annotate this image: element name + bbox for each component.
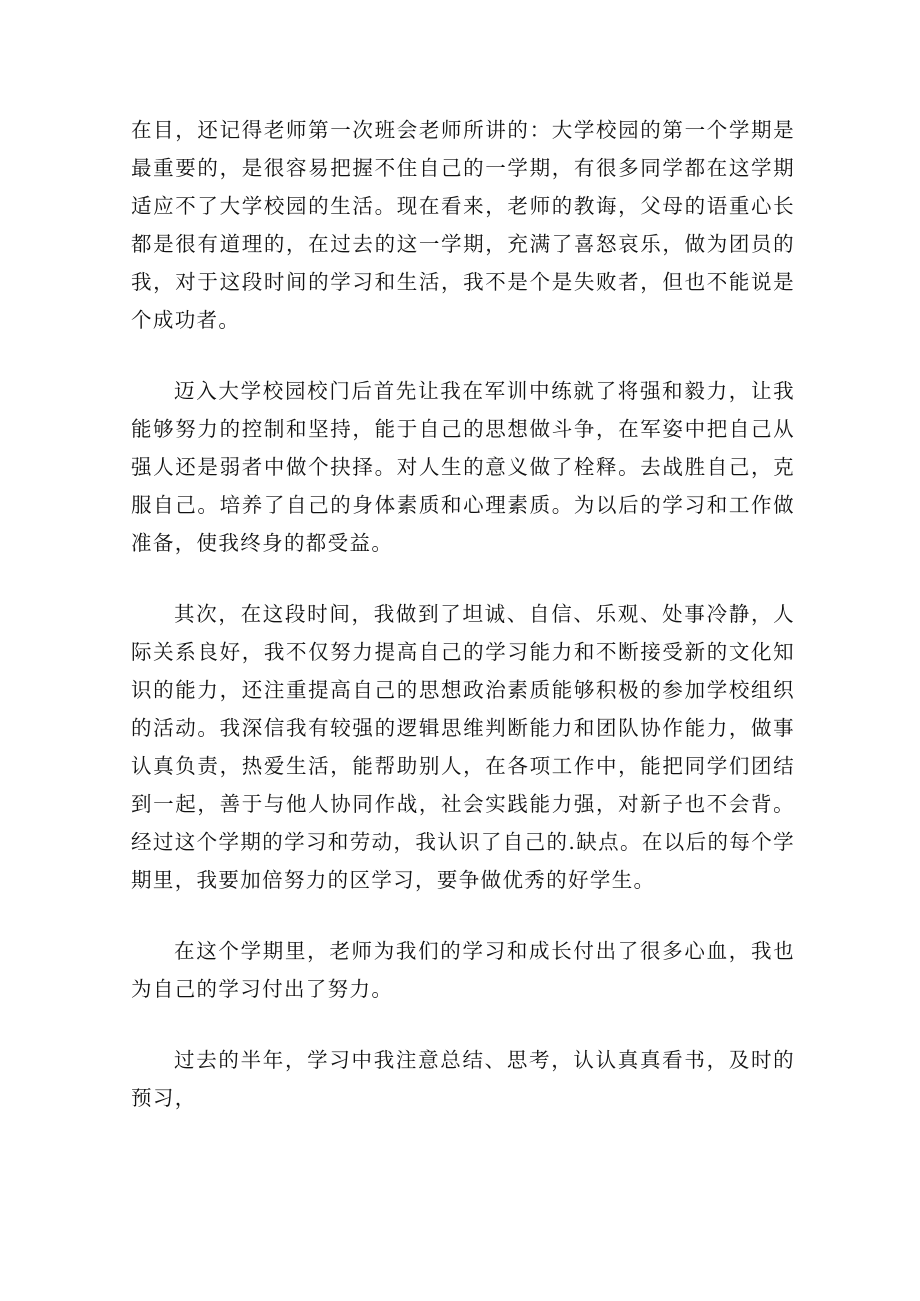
paragraph-3: 其次，在这段时间，我做到了坦诚、自信、乐观、处事冷静，人际关系良好，我不仅努力提高自己的学习能力和不断接受新的文化知识的能力，还注重提高自己的思想政治素质能够积极的参加学校组织的活动。我深信我有较强的逻辑思维判断能力和团队协作能力，做事认真负责，热爱生活，能帮助别人，在各项工作中，能把同学们团结到一起，善于与他人协同作战，社会实践能力强，对新子也不会背。经过这个学期的学习和劳动，我认识了自己的.缺点。在以后的每个学期里，我要加倍努力的区学习，要争做优秀的好学生。 bbox=[131, 602, 795, 892]
paragraph-5: 过去的半年，学习中我注意总结、思考，认认真真看书，及时的预习， bbox=[131, 1048, 795, 1110]
document-body bbox=[131, 111, 795, 1150]
paragraph-4: 在这个学期里，老师为我们的学习和成长付出了很多心血，我也为自己的学习付出了努力。 bbox=[131, 939, 795, 1001]
paragraph-1: 在目，还记得老师第一次班会老师所讲的：大学校园的第一个学期是最重要的，是很容易把握不住自己的一学期，有很多同学都在这学期适应不了大学校园的生活。现在看来，老师的教诲，父母的语重心长都是很有道理的，在过去的这一学期，充满了喜怒哀乐，做为团员的我，对于这段时间的学习和生活，我不是个是失败者，但也不能说是个成功者。 bbox=[131, 118, 795, 332]
paragraph-2: 迈入大学校园校门后首先让我在军训中练就了将强和毅力，让我能够努力的控制和坚持，能于自己的思想做斗争，在军姿中把自己从强人还是弱者中做个抉择。对人生的意义做了栓释。去战胜自己，克服自己。培养了自己的身体素质和心理素质。为以后的学习和工作做准备，使我终身的都受益。 bbox=[131, 379, 795, 555]
